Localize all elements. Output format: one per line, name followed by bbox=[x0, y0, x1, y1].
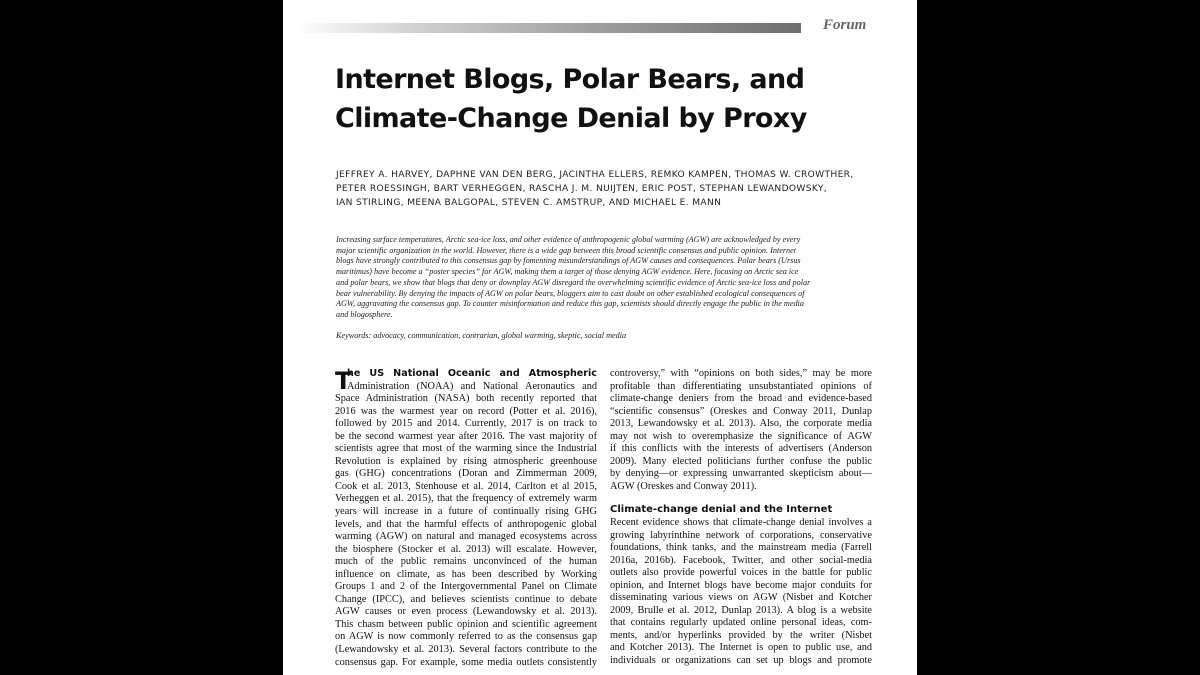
body-line: if this conflicts with the interests of advertisers (Anderson bbox=[610, 443, 872, 455]
body-line: Cook et al. 2013, Stenhouse et al. 2014, Carlton et al 2015, bbox=[335, 480, 597, 492]
body-line: growing labyrinthine network of corporations, conservative bbox=[610, 529, 872, 541]
body-line: This chasm between public opinion and scientific agreement bbox=[335, 618, 597, 630]
body-line: Recent evidence shows that climate-change denial involves a bbox=[610, 517, 872, 529]
body-line: gas (GHG) concentrations (Doran and Zimmerman 2009, bbox=[335, 468, 597, 480]
body-line: levels, and that the harmful effects of anthropogenic global bbox=[335, 518, 597, 530]
lead-in: he US National Oceanic and Atmospheric bbox=[347, 368, 597, 379]
abstract-line: bear vulnerability. By denying the impacts of AGW on polar bears, bloggers aim to cast doubt on other established ecological consequences of bbox=[336, 288, 805, 298]
body-line: ments, and/or hyperlinks provided by the writer (Nisbet bbox=[610, 629, 872, 641]
body-line: influence on climate, as has been described by Working bbox=[335, 568, 597, 580]
body-line: scientists agree that most of the warming since the Industrial bbox=[335, 443, 597, 455]
author-line: PETER ROESSINGH, BART VERHEGGEN, RASCHA J. M. NUIJTEN, ERIC POST, STEPHAN LEWANDOWSKY, bbox=[336, 184, 828, 194]
section-heading: Climate-change denial and the Internet bbox=[610, 504, 833, 516]
body-line: controversy,” with “opinions on both sides,” may be more bbox=[610, 368, 872, 379]
body-line: and Kotcher 2013). The Internet is open to public use, and bbox=[610, 642, 872, 654]
author-line: JEFFREY A. HARVEY, DAPHNE VAN DEN BERG, JACINTHA ELLERS, REMKO KAMPEN, THOMAS W. CROWTHER, bbox=[336, 170, 854, 180]
body-line: Space Administration (NASA) both recently reported that bbox=[335, 393, 597, 405]
abstract-line: Increasing surface temperatures, Arctic sea-ice loss, and other evidence of anthropogenic global warming (AGW) are acknowledged by every bbox=[336, 235, 801, 244]
body-line: Change (IPCC), and believes scientists continue to debate bbox=[335, 593, 597, 605]
body-line: 2013, Lewandowsky et al. 2013). Also, the corporate media bbox=[610, 418, 872, 430]
body-line: disseminating various views on AGW (Nisbet and Kotcher bbox=[610, 592, 872, 604]
body-line: outlets also provide powerful voices in the battle for public bbox=[610, 567, 872, 579]
body-column-left bbox=[335, 368, 597, 669]
abstract bbox=[336, 235, 866, 321]
body-line: years will increase in a future of continually rising GHG bbox=[335, 506, 597, 518]
body-line: “scientific consensus” (Oreskes and Conway 2011, Dunlap bbox=[610, 405, 872, 417]
body-line: consensus gap. For example, some media outlets consistently bbox=[335, 656, 597, 668]
body-line: opinion, and Internet blogs have become major conduits for bbox=[610, 579, 872, 591]
body-line: that contains regularly updated online personal ideas, com- bbox=[610, 617, 872, 629]
body-line: the biosphere (Stocker et al. 2013) will escalate. However, bbox=[335, 543, 597, 555]
abstract-line: major scientific organization in the world. However, there is a wide gap between this broad scientific consensus and public opinion. Internet bbox=[336, 245, 797, 255]
abstract-line: and polar bears, we show that blogs that deny or downplay AGW disregard the overwhelming scientific evidence of Arctic sea-ice loss and polar bbox=[336, 277, 811, 287]
abstract-line: maritimus) have become a “poster species” for AGW, making them a target of those denying AGW evidence. Here, focusing on Arctic sea ice bbox=[336, 267, 799, 277]
title-line: Climate-Change Denial by Proxy bbox=[335, 103, 807, 134]
body-line: climate-change deniers from the broad and evidence-based bbox=[610, 393, 872, 405]
body-line: individuals or organizations can set up blogs and promote bbox=[610, 655, 872, 667]
body-line: AGW (Oreskes and Conway 2011). bbox=[610, 480, 757, 492]
drop-cap: T bbox=[335, 367, 352, 395]
body-line: Verheggen et al. 2015), that the frequency of extremely warm bbox=[335, 493, 597, 505]
abstract-line: blogs have strongly contributed to this consensus gap by fomenting misunderstandings of AGW causes and consequences. Polar bears (Ursus bbox=[336, 256, 801, 266]
article-page bbox=[283, 0, 917, 675]
body-line: much of the public remains unconvinced of the human bbox=[335, 556, 597, 568]
body-line: 2009). Many elected politicians further confuse the public bbox=[610, 455, 872, 467]
title-line: Internet Blogs, Polar Bears, and bbox=[335, 64, 805, 95]
keywords: Keywords: advocacy, communication, contrarian, global warming, skeptic, social media bbox=[336, 331, 627, 340]
body-line: 2016 was the warmest year on record (Potter et al. 2016), bbox=[335, 405, 597, 417]
body-line: be the second warmest year after 2016. The vast majority of bbox=[335, 430, 597, 442]
body-line: Groups 1 and 2 of the Intergovernmental Panel on Climate bbox=[335, 581, 597, 593]
body-line: Revolution is explained by rising atmospheric greenhouse bbox=[335, 455, 597, 467]
body-line: AGW causes or even process (Lewandowsky et al. 2013). bbox=[335, 606, 597, 618]
section-label: Forum bbox=[823, 17, 867, 33]
body-line: profitable than differentiating unsubstantiated opinions of bbox=[610, 380, 872, 392]
body-line: foundations, think tanks, and the mainstream media (Farrell bbox=[610, 542, 872, 554]
body-line: may not wish to overemphasize the significance of AGW bbox=[610, 430, 872, 442]
body-line: 2009, Brulle et al. 2012, Dunlap 2013). A blog is a website bbox=[610, 604, 872, 616]
body-line: by denying—or expressing unwarranted skepticism about— bbox=[610, 468, 872, 480]
header-rule bbox=[295, 23, 801, 33]
article-title bbox=[335, 60, 895, 138]
body-line: (Lewandowsky et al. 2013). Several factors contribute to the bbox=[335, 644, 597, 656]
abstract-line: AGW, aggravating the consensus gap. To counter misinformation and reduce this gap, scientists should directly engage the public in the media bbox=[336, 299, 804, 309]
body-line: warming (AGW) on natural and managed ecosystems across bbox=[335, 531, 597, 543]
body-line: followed by 2015 and 2014. Currently, 2017 is on track to bbox=[335, 418, 597, 430]
body-line: on AGW is now commonly referred to as the consensus gap bbox=[335, 631, 597, 643]
author-line: IAN STIRLING, MEENA BALGOPAL, STEVEN C. AMSTRUP, AND MICHAEL E. MANN bbox=[336, 198, 722, 208]
body-line: Administration (NOAA) and National Aeronautics and bbox=[347, 380, 597, 392]
abstract-line: and blogosphere. bbox=[336, 309, 393, 319]
body-line: 2016a, 2016b). Facebook, Twitter, and other social-media bbox=[610, 554, 872, 566]
author-list bbox=[336, 168, 854, 210]
body-column-right bbox=[610, 368, 872, 668]
